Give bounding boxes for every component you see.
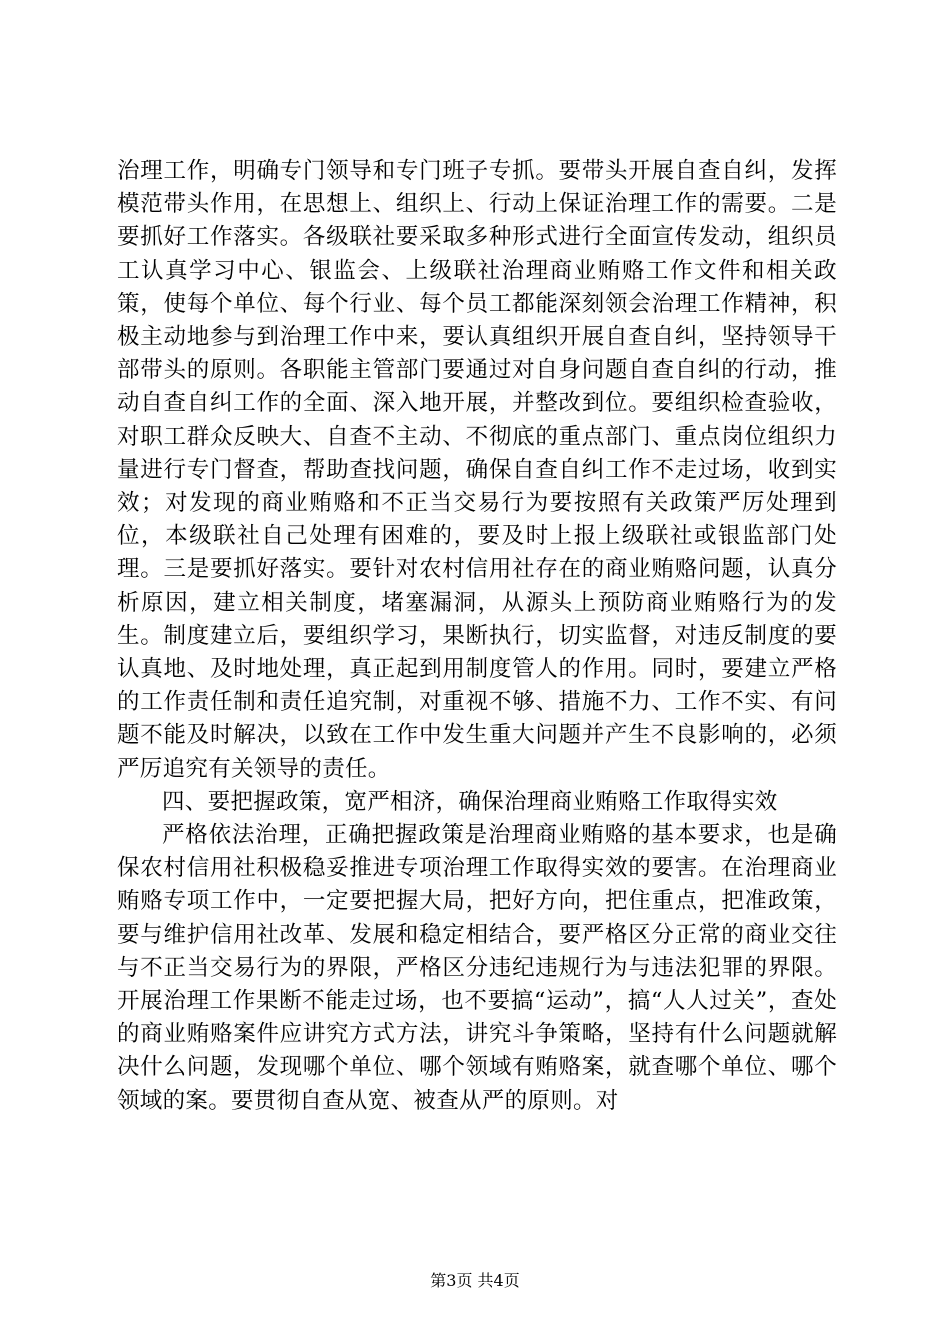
page-footer: 第3页 共4页 [430,1271,520,1290]
paragraph-2: 严格依法治理，正确把握政策是治理商业贿赂的基本要求，也是确保农村信用社积极稳妥推进专项治理工作取得实效的要害。在治理商业贿赂专项工作中，一定要把握大局，把好方向，把住重点，把准政策，要与维护信用社改革、发展和稳定相结合，要严格区分正常的商业交往与不正当交易行为的界限，严格区分违纪违规行为与违法犯罪的界限。开展治理工作果断不能走过场，也不要搞“运动”，搞“人人过关”，查处的商业贿赂案件应讲究方式方法，讲究斗争策略，坚持有什么问题就解决什么问题，发现哪个单位、哪个领域有贿赂案，就查哪个单位、哪个领域的案。要贯彻自查从宽、被查从严的原则。对 [117,822,837,1114]
body-text [117,155,837,1118]
paragraph-1: 治理工作，明确专门领导和专门班子专抓。要带头开展自查自纠，发挥模范带头作用，在思想上、组织上、行动上保证治理工作的需要。二是要抓好工作落实。各级联社要采取多种形式进行全面宣传发动，组织员工认真学习中心、银监会、上级联社治理商业贿赂工作文件和相关政策，使每个单位、每个行业、每个员工都能深刻领会治理工作精神，积极主动地参与到治理工作中来，要认真组织开展自查自纠，坚持领导干部带头的原则。各职能主管部门要通过对自身问题自查自纠的行动，推动自查自纠工作的全面、深入地开展，并整改到位。要组织检查验收，对职工群众反映大、自查不主动、不彻底的重点部门、重点岗位组织力量进行专门督查，帮助查找问题，确保自查自纠工作不走过场，收到实效；对发现的商业贿赂和不正当交易行为要按照有关政策严厉处理到位，本级联社自己处理有困难的，要及时上报上级联社或银监部门处理。三是要抓好落实。要针对农村信用社存在的商业贿赂问题，认真分析原因，建立相关制度，堵塞漏洞，从源头上预防商业贿赂行为的发生。制度建立后，要组织学习，果断执行，切实监督，对违反制度的要认真地、及时地处理，真正起到用制度管人的作用。同时，要建立严格的工作责任制和责任追究制，对重视不够、措施不力、工作不实、有问题不能及时解决，以致在工作中发生重大问题并产生不良影响的，必须严厉追究有关领导的责任。 [117,158,837,782]
section-heading-4: 四、要把握政策，宽严相济，确保治理商业贿赂工作取得实效 [162,788,778,815]
